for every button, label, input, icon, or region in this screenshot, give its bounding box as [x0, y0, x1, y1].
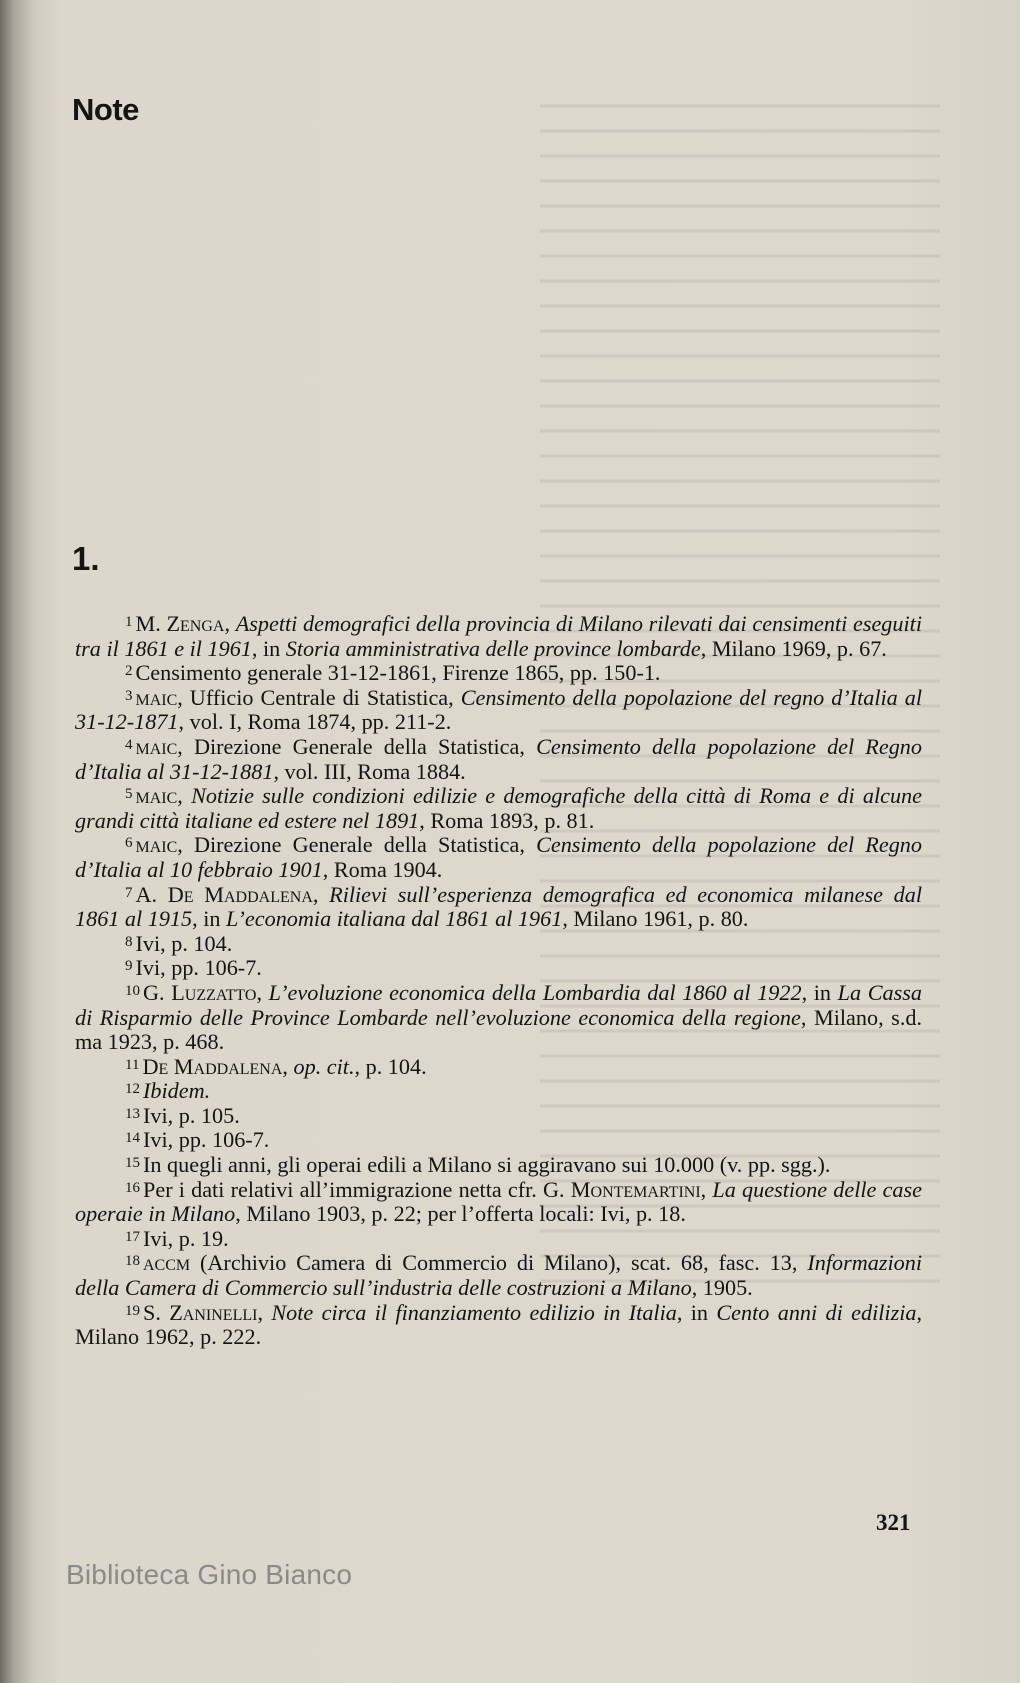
footnote-text: La questione delle case operaie in Milano — [75, 1176, 923, 1227]
footnote-number: 6 — [125, 835, 133, 852]
footnote-text: , Ufficio Centrale di Statistica, — [177, 684, 461, 710]
footnote-number: 13 — [125, 1105, 140, 1122]
footnote-text: , Direzione Generale della Statistica, — [177, 832, 537, 858]
chapter-number: 1. — [72, 540, 100, 577]
footnote-5 — [75, 784, 922, 833]
footnote-3 — [75, 686, 922, 735]
footnote-text: , — [312, 881, 330, 907]
footnote-16 — [75, 1178, 922, 1227]
footnote-number: 3 — [125, 687, 133, 704]
footnote-number: 8 — [125, 933, 133, 950]
page-title: Note — [72, 92, 139, 127]
footnote-number: 5 — [125, 786, 133, 803]
footnote-text: L’economia italiana dal 1861 al 1961 — [226, 906, 563, 932]
footnote-8 — [75, 932, 922, 957]
footnote-text: Censimento della popolazione del regno d’Italia al 31-12-1871 — [75, 684, 923, 735]
footnote-text: La Cassa di Risparmio delle Province Lombarde nell’evoluzione economica della regione — [75, 979, 922, 1030]
footnote-text: Luzzatto — [171, 979, 257, 1005]
footnote-text: , in — [192, 906, 227, 932]
footnote-text: , Milano 1961, p. 80. — [562, 906, 749, 932]
footnote-text: , Direzione Generale della Statistica, — [177, 733, 537, 759]
footnote-2 — [75, 661, 922, 686]
footnote-text: , — [700, 1176, 713, 1202]
footnote-text: Ibidem. — [143, 1078, 211, 1104]
footnote-number: 11 — [125, 1056, 140, 1073]
footnote-text: accm — [143, 1250, 191, 1276]
footnote-text: Ivi, p. 104. — [135, 930, 233, 956]
footnote-text: maic — [135, 733, 178, 759]
footnote-text: , Milano 1962, p. 222. — [75, 1299, 923, 1350]
footnote-text: , p. 104. — [354, 1053, 427, 1079]
footnote-text: maic — [135, 832, 178, 858]
footnote-text: Aspetti demografici della provincia di Milano rilevati dai censimenti eseguiti tra il 1861 e il 1961 — [75, 611, 922, 661]
footnote-13 — [75, 1104, 922, 1129]
footnote-number: 10 — [125, 982, 140, 999]
footnote-text: , vol. III, Roma 1884. — [273, 758, 466, 784]
library-watermark: Biblioteca Gino Bianco — [66, 1559, 353, 1590]
footnote-number: 17 — [125, 1228, 140, 1245]
footnote-text: Notizie sulle condizioni edilizie e demografiche della città di Roma e di alcune grandi città italiane ed estere nel 1891 — [75, 783, 923, 833]
footnote-text: , Roma 1893, p. 81. — [419, 807, 595, 833]
footnote-text: (Archivio Camera di Commercio di Milano), scat. 68, fasc. 13, — [190, 1250, 808, 1276]
footnotes-list — [75, 612, 922, 1350]
footnote-text: , Milano 1969, p. 67. — [700, 635, 887, 661]
footnote-text: G. — [143, 979, 172, 1005]
footnote-text: Note circa il finanziamento edilizio in Italia — [271, 1299, 677, 1325]
footnote-number: 14 — [125, 1130, 140, 1147]
footnote-text: , — [282, 1053, 294, 1079]
footnote-text: , in — [676, 1299, 717, 1325]
footnote-number: 2 — [125, 663, 133, 680]
footnote-text: A. — [135, 881, 168, 907]
footnote-12 — [75, 1079, 922, 1104]
footnote-10 — [75, 981, 922, 1055]
footnote-number: 19 — [125, 1302, 140, 1319]
footnote-text: Zaninelli — [169, 1299, 258, 1325]
footnote-text: In quegli anni, gli operai edili a Milano si aggiravano sui 10.000 (v. pp. sgg.). — [143, 1152, 831, 1178]
footnote-text: Montemartini — [570, 1176, 701, 1202]
footnote-4 — [75, 735, 922, 784]
footnote-19 — [75, 1301, 922, 1350]
footnote-text: , 1905. — [691, 1275, 753, 1301]
footnote-number: 15 — [125, 1155, 140, 1172]
footnote-text: , vol. I, Roma 1874, pp. 211-2. — [178, 709, 452, 735]
footnote-15 — [75, 1153, 922, 1178]
footnote-number: 12 — [125, 1081, 140, 1098]
footnote-text: Cento anni di edilizia — [716, 1299, 917, 1325]
footnote-6 — [75, 833, 922, 882]
footnote-number: 7 — [125, 884, 133, 901]
footnote-text: Censimento della popolazione del Regno d’Italia al 10 febbraio 1901 — [75, 832, 922, 882]
footnote-number: 9 — [125, 958, 133, 975]
footnote-text: Informazioni della Camera di Commercio sull’industria delle costruzioni a Milano — [75, 1250, 922, 1301]
footnote-text: , — [224, 611, 236, 636]
footnote-number: 4 — [125, 736, 133, 753]
footnote-7 — [75, 883, 922, 932]
footnote-text: Rilievi sull’esperienza demografica ed economica milanese dal 1861 al 1915 — [75, 881, 923, 932]
footnote-text: De Maddalena — [142, 1053, 283, 1079]
footnote-text: maic — [135, 684, 178, 710]
footnote-1 — [75, 612, 922, 661]
footnote-11 — [75, 1055, 922, 1080]
footnote-text: , Milano 1903, p. 22; per l’offerta locali: Ivi, p. 18. — [235, 1201, 686, 1227]
footnote-14 — [75, 1128, 922, 1153]
footnote-number: 16 — [125, 1179, 140, 1196]
footnote-number: 1 — [125, 614, 133, 630]
footnote-9 — [75, 956, 922, 981]
footnote-text: De Maddalena — [167, 881, 313, 907]
footnote-text: Censimento della popolazione del Regno d’Italia al 31-12-1881 — [75, 733, 922, 784]
footnote-text: , in — [251, 635, 286, 661]
footnote-text: , Roma 1904. — [322, 856, 443, 882]
footnote-text: , — [256, 979, 269, 1005]
footnote-number: 18 — [125, 1253, 140, 1270]
footnote-18 — [75, 1251, 922, 1300]
footnote-text: Zenga — [166, 611, 225, 636]
footnote-text: Censimento generale 31-12-1861, Firenze 1865, pp. 150-1. — [135, 660, 661, 686]
footnote-text: M. — [135, 611, 167, 636]
footnote-text: , — [257, 1299, 272, 1325]
footnote-text: , Milano, s.d. ma 1923, p. 468. — [75, 1004, 923, 1055]
footnote-text: , in — [801, 979, 838, 1005]
footnote-text: , — [177, 783, 192, 809]
footnote-text: maic — [135, 783, 178, 809]
footnote-17 — [75, 1227, 922, 1252]
footnote-text: op. cit. — [293, 1053, 355, 1079]
footnote-text: Per i dati relativi all’immigrazione netta cfr. G. — [143, 1176, 571, 1202]
footnote-text: Ivi, pp. 106-7. — [135, 955, 262, 981]
footnote-text: L’evoluzione economica della Lombardia dal 1860 al 1922 — [268, 979, 802, 1005]
footnote-text: Ivi, p. 19. — [143, 1225, 229, 1251]
footnote-text: Ivi, p. 105. — [143, 1102, 240, 1128]
footnote-text: Storia amministrativa delle province lombarde — [285, 635, 701, 661]
footnote-text: Ivi, pp. 106-7. — [143, 1127, 270, 1153]
page-number: 321 — [876, 1510, 911, 1535]
footnote-text: S. — [143, 1299, 170, 1325]
